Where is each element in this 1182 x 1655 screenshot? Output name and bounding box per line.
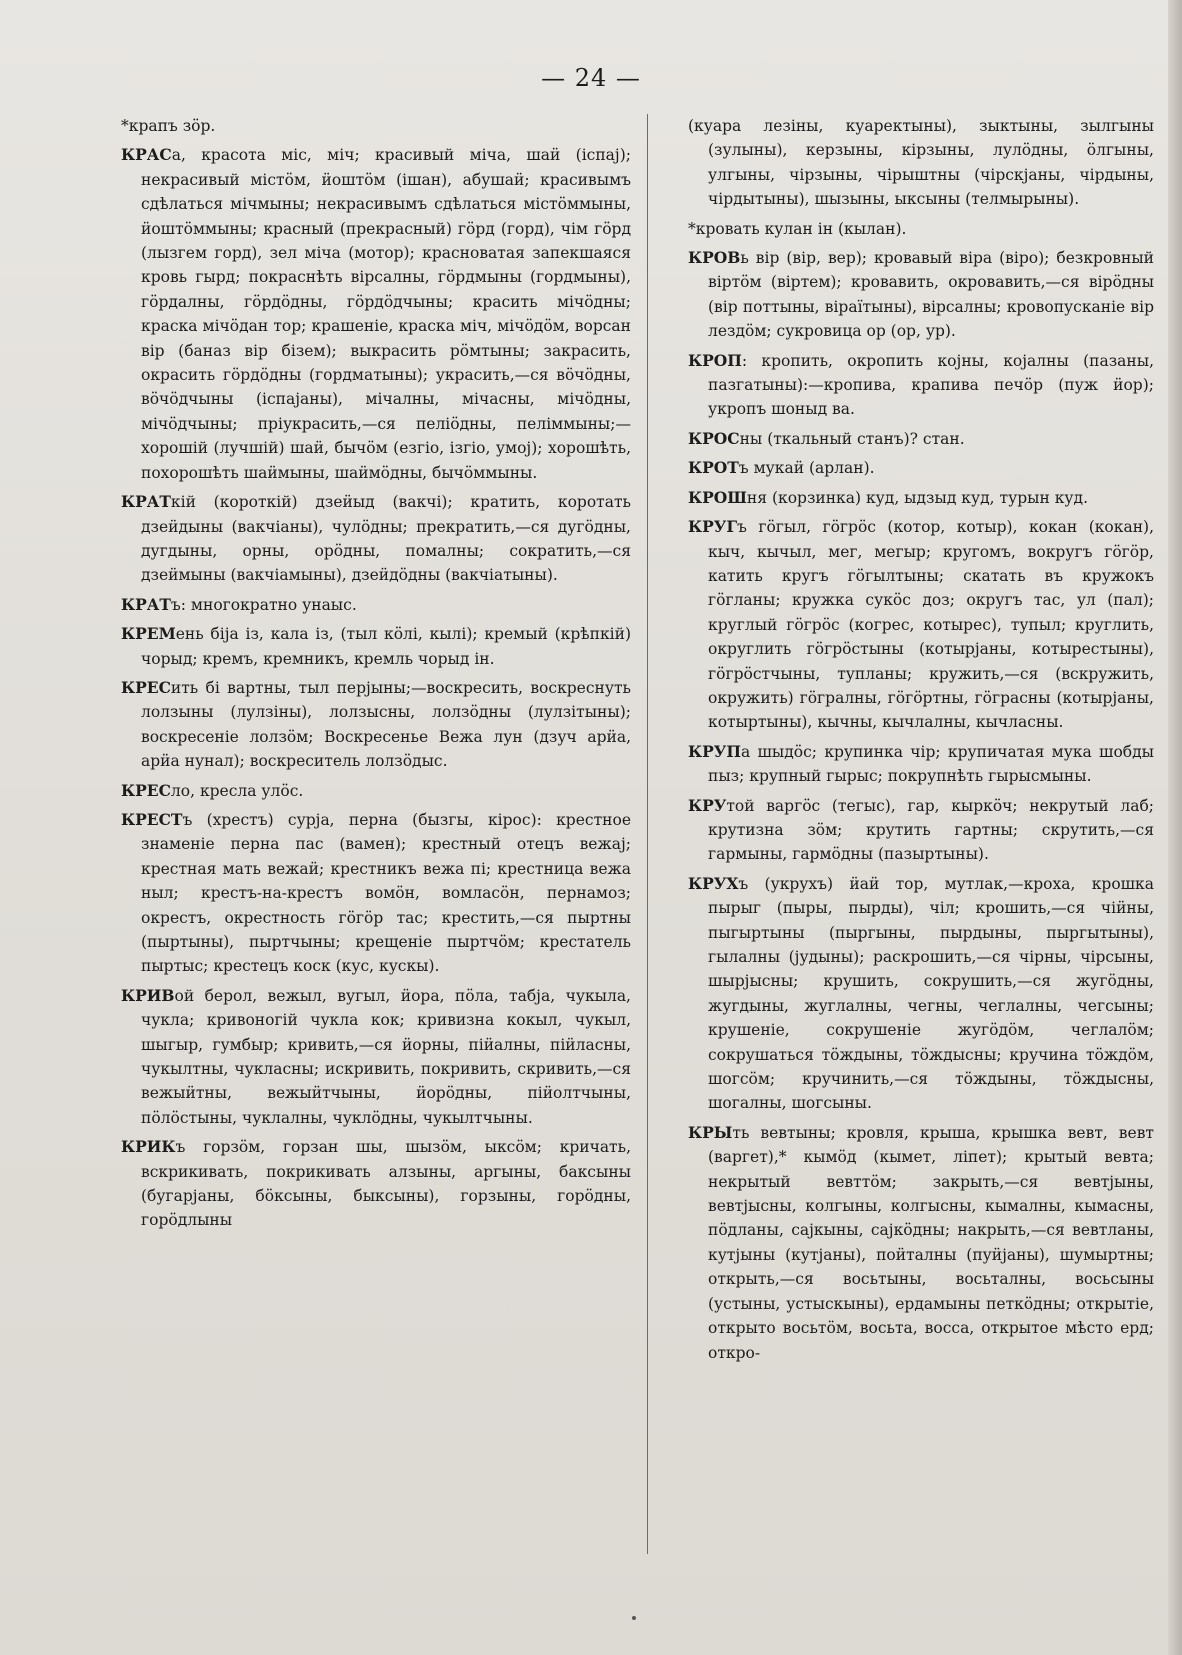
entry-krov: КРОВь вір (вір, вер); кровавый віра (віро); безкровный віртӧм (віртем); кровавить, окровавить,—ся вірӧдны (вір поттыны, віраїтыны), вірсалны; кровопусканіе вір лездӧм; сукровица ор (ор, ур). bbox=[688, 248, 1154, 341]
entry-krest: КРЕСТъ (хрестъ) сурjа, перна (бызгы, кірос): крестное знаменіе перна пас (вамен); крестный отецъ вежаj; крестная мать вежаӥ; крестникъ вежа пі; крестница вежа ныл; крестъ-на-крестъ вомӧн, вомласӧн, пернамоз; окрестъ, окрестность гӧгӧр тас; крестить,—ся пыртны (пыртыны), пыртчыны; крещеніе пыртчӧм; крестатель пыртыс; крестецъ коск (кус, кускы). bbox=[121, 809, 631, 976]
page-number: — 24 — bbox=[541, 64, 641, 92]
entry-krupa: КРУПа шыдӧс; крупинка чір; крупичатая мука шобды пыз; крупный гырыс; покрупнѣть гырысмыны. bbox=[688, 741, 1154, 786]
entry-krovat: *кровать кулан ін (кылан). bbox=[688, 219, 907, 238]
entry-krem: КРЕМень біjа із, кала із, (тыл кӧлі, кылі); кремый (крѣпкій) чорыд; кремъ, кремникъ, кремль чорыд ін. bbox=[121, 624, 631, 668]
entry-krosny: КРОСны (ткальный станъ)? стан. bbox=[688, 428, 965, 448]
entry-krot: КРОТъ мукаӥ (арлан). bbox=[688, 458, 875, 478]
entry-krutoy: КРУтой варгӧс (тегыс), гар, кыркӧч; некрутый лаб; крутизна зӧм; крутить гартны; скрутить,—ся гармыны, гармӧдны (пазыртыны). bbox=[688, 795, 1154, 864]
entry-krat: КРАТъ: многократно унаыс. bbox=[121, 594, 357, 614]
right-column bbox=[688, 114, 1154, 1370]
entry-krukh: КРУХъ (укрухъ) ӥаӥ тор, мутлак,—кроха, крошка пырыг (пыры, пырды), чіл; крошить,—ся чіӥны, пыгыртыны (пыргыны, пырдыны, пыргытыны), гылалны (јудыны); раскрошить,—ся чірны, чірсыны, шырjысны; крушить, сокрушить,—ся жугӧдны, жугдыны, жуглалны, чегны, чеглалны, чегсыны; крушеніе, сокрушеніе жугӧдӧм, чеглалӧм; сокрушаться тӧждыны, тӧждысны; кручина тӧждӧм, шогсӧм; кручинить,—ся тӧждыны, тӧждысны, шогалны, шогсыны. bbox=[688, 873, 1154, 1113]
entry-kriv: КРИВой берол, вежыл, вугыл, ӥора, пӧла, табjа, чукыла, чукла; кривоногій чукла кок; кривизна кокыл, чукыл, шыгыр, гумбыр; кривить,—ся ӥорны, піӥалны, піӥласны, чукылтны, чукласны; искривить, покривить, скривить,—ся вежыӥтны, вежыӥтчыны, ӥорӧдны, піӥолтчыны, пӧлӧстыны, чуклалны, чуклӧдны, чукылтчыны. bbox=[121, 985, 631, 1127]
entry-krat-kiy: КРАТкій (короткій) дзеӥыд (вакчі); кратить, коротать дзеӥдыны (вакчіаны), чулӧдны; прекратить,—ся дугӧдны, дугдыны, орны, орӧдны, помалны; сократить,—ся дзеӥмыны (вакчіамыны), дзеӥдӧдны (вакчіатыны). bbox=[121, 492, 631, 585]
entry-kreslo: КРЕСло, кресла улӧс. bbox=[121, 780, 304, 800]
book-spine-edge bbox=[1168, 0, 1182, 1655]
left-column bbox=[121, 114, 631, 1238]
entry-kroshnya: КРОШня (корзинка) куд, ыдзыд куд, турын куд. bbox=[688, 487, 1089, 507]
column-divider bbox=[647, 114, 648, 1554]
entry-kras: КРАСа, красота міс, міч; красивый міча, шаӥ (іспај); некрасивый містӧм, ӥоштӧм (ішан), абушаӥ; красивымъ сдѣлаться мічмыны; некрасивымъ сдѣлаться містӧммыны, ӥоштӧммыны; красный (прекрасный) гӧрд (горд), чім гӧрд (лызгем горд), зел міча (мотор); красноватая запекшаяся кровь гырд; покраснѣть вірсалны, гӧрдмыны (гордмыны), гӧрдалны, гӧрдӧдны, гӧрдӧдчыны; красить мічӧдны; краска мічӧдан тор; крашеніе, краска міч, мічӧдӧм, ворсан вір (баназ вір бізем); выкрасить рӧмтыны; закрасить, окрасить гӧрдӧдны (гордматыны); украсить,—ся вӧчӧдны, вӧчӧдчыны (іспаjаны), мічалны, мічасны, мічӧдны, мічӧдчыны; пріукрасить,—ся пеліӧдны, пеліммыны;—хорошій (лучшій) шаӥ, бычӧм (езгіо, ізгіо, умоj); хорошѣть, похорошѣть шаӥмыны, шаӥмӧдны, бычӧммыны. bbox=[121, 145, 631, 482]
print-speck bbox=[632, 1616, 636, 1620]
entry-kryt: КРЫть вевтыны; кровля, крыша, крышка вевт, вевт (варгет),* кымӧд (кымет, ліпет); крытый вевта; некрытый вевттӧм; закрыть,—ся вевтjыны, вевтjысны, колгыны, колгысны, кымалны, кымасны, пӧдланы, сајкыны, сајкӧдны; накрыть,—ся вевтланы, кутjыны (кутjаны), поӥталны (пуӥjаны), шумыртны; открыть,—ся восьтыны, восьталны, восьсыны (устыны, устыскыны), ердамыны петкӧдны; открытіе, открыто восьтӧм, восьта, восса, открытое мѣсто ерд; откро- bbox=[688, 1122, 1154, 1362]
entry-continued: (куара лезіны, куаректыны), зыктыны, зылгыны (зулыны), керзыны, кірзыны, лулӧдны, ӧлгыны, улгыны, чірзыны, чірыштны (чірскjаны, чірдыны, чірдытыны), шызыны, ыксыны (телмырыны). bbox=[688, 117, 1154, 209]
entry-krop: КРОП: кропить, окропить коjны, коjалны (пазаны, пазгатыны):—кропива, крапива печӧр (пуж ӥор); укропъ шоныд ва. bbox=[688, 350, 1154, 419]
entry-krik: КРИКъ горзӧм, горзан шы, шызӧм, ыксӧм; кричать, вскрикивать, покрикивать алзыны, аргыны, баксыны (бугарjаны, бӧксыны, быксыны), горзыны, горӧдны, горӧдлыны bbox=[121, 1137, 631, 1230]
entry-intro: *крапъ зӧр. bbox=[121, 117, 216, 135]
entry-krug: КРУГъ гӧгыл, гӧгрӧс (котор, котыр), кокан (кокан), кыч, кычыл, мег, мегыр; кругомъ, вокругъ гӧгӧр, катить кругъ гӧгылтыны; скатать въ кружокъ гӧгланы; кружка сукӧс доз; округъ тас, ул (пал); круглый гӧгрӧс (когрес, котырес), тупыл; круглить, округлить гӧгрӧстыны (котырjаны, котырестыны), гӧгрӧстчыны, тупланы; кружить,—ся (вскружить, окружить) гӧгралны, гӧгӧртны, гӧграсны (котырjаны, котыртыны), кычны, кычлалны, кычласны. bbox=[688, 517, 1154, 732]
entry-kres-it: КРЕСить бі вартны, тыл перjыны;—воскресить, воскреснуть лолзыны (лулзіны), лолзысны, лолзӧдны (лулзітыны); воскресеніе лолзӧм; Воскресенье Вежа лун (дзуч арӥа, арӥа нунал); воскреситель лолзӧдыс. bbox=[121, 677, 631, 771]
